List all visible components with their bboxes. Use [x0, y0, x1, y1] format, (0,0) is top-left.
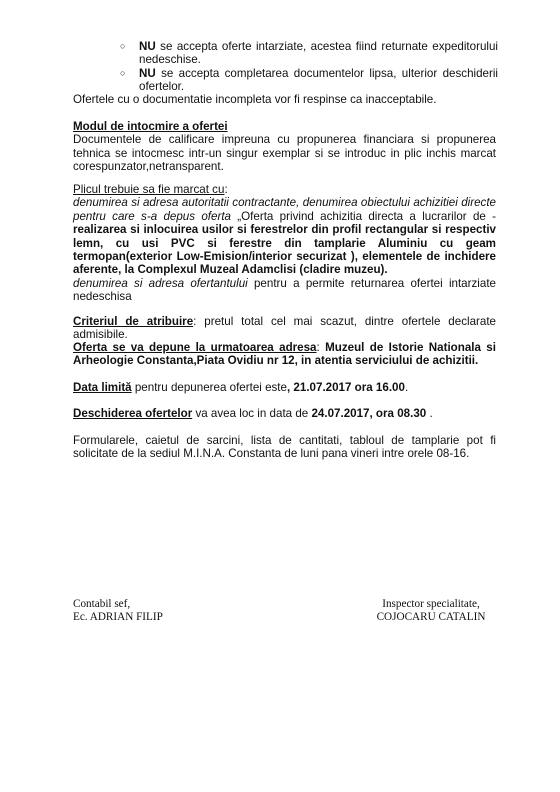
section-heading: Plicul trebuie sa fie marcat cu [73, 183, 225, 196]
circle-bullet-icon: ○ [120, 67, 126, 78]
deadline-value: , 21.07.2017 ora 16.00 [286, 381, 405, 394]
deadline-section [73, 381, 496, 394]
envelope-quote-intro: „Oferta privind achizitia directa a lucrarilor de - [231, 209, 497, 223]
submission-address-section [73, 341, 496, 368]
heading-colon: : [316, 341, 326, 354]
sentence-end: . [404, 381, 409, 394]
signature-title: Inspector specialitate, [382, 598, 480, 610]
forms-availability-note: Formularele, caietul de sarcini, lista de cantitati, tabloul de tamplarie pot fi solicitate de la sediul M.I.N.A. Constanta de luni pana vineri intre orele 08-16. [73, 434, 496, 461]
bullet-text: se accepta oferte intarziate, acestea fiind returnate expeditorului nedeschise. [139, 40, 498, 67]
section-heading: Criteriul de atribuire [73, 315, 194, 328]
return-note: pentru a permite returnarea ofertei intarziate nedeschisa [73, 276, 496, 304]
opening-section [73, 407, 496, 420]
section-text: Documentele de calificare impreuna cu propunerea financiara si propunerea tehnica se intocmesc intr-un singur exemplar si se introduc in plic inchis marcat corespunzator,netransparent. [73, 133, 496, 174]
circle-bullet-icon: ○ [120, 41, 126, 51]
heading-colon: : [224, 183, 228, 196]
section-heading: Deschiderea ofertelor [73, 407, 193, 420]
award-criterion-section [73, 315, 496, 342]
section-text: va avea loc in data de [192, 407, 312, 420]
bullet-text: se accepta completarea documentelor lipsa, ulterior deschiderii ofertelor. [139, 66, 498, 94]
section-heading: Data limită [73, 381, 132, 394]
signature-right [367, 598, 495, 625]
signature-left [73, 598, 163, 625]
signature-name: Ec. ADRIAN FILIP [73, 611, 163, 624]
offer-preparation-section [73, 120, 496, 174]
section-text: pentru depunerea ofertei este [131, 381, 287, 394]
list-item [120, 40, 498, 67]
envelope-marking-section [73, 183, 496, 304]
bidder-address-text: denumirea si adresa ofertantului [73, 276, 248, 290]
bullet-strong: NU [139, 40, 156, 53]
signature-title: Contabil sef, [73, 598, 131, 610]
opening-date-value: 24.07.2017, ora 08.30 [311, 407, 427, 420]
sentence-end: . [426, 407, 433, 420]
procurement-object: realizarea si inlocuirea usilor si ferestrelor din profil rectangular si respectiv lemn, cu usi PVC si ferestre din tamplarie Aluminiu cu geam termopan(exterior Low-Emision/interior securizat ), elementele de inchidere aferente, la Complexul Muzeal Adamclisi (cladire muzeu). [73, 223, 496, 277]
section-heading: Oferta se va depune la urmatoarea adresa [73, 341, 317, 354]
section-heading: Modul de intocmire a ofertei [73, 120, 228, 133]
museum-address: Muzeul de Istorie Nationala si Arheologie Constanta,Piata Ovidiu nr 12, in atentia serviciului de achizitii. [73, 341, 496, 368]
list-item [120, 67, 498, 94]
conditions-list [120, 40, 498, 94]
section-text: : pretul total cel mai scazut, dintre ofertele declarate admisibile. [73, 315, 496, 342]
envelope-italic-text: denumirea si adresa autoritatii contractante, denumirea obiectului achizitiei directe pentru care s-a depus oferta [73, 196, 496, 223]
bullet-strong: NU [139, 66, 156, 80]
incomplete-offer-note: Ofertele cu o documentatie incompleta vor fi respinse ca inacceptabile. [73, 93, 437, 106]
signature-name: COJOCARU CATALIN [376, 611, 486, 624]
